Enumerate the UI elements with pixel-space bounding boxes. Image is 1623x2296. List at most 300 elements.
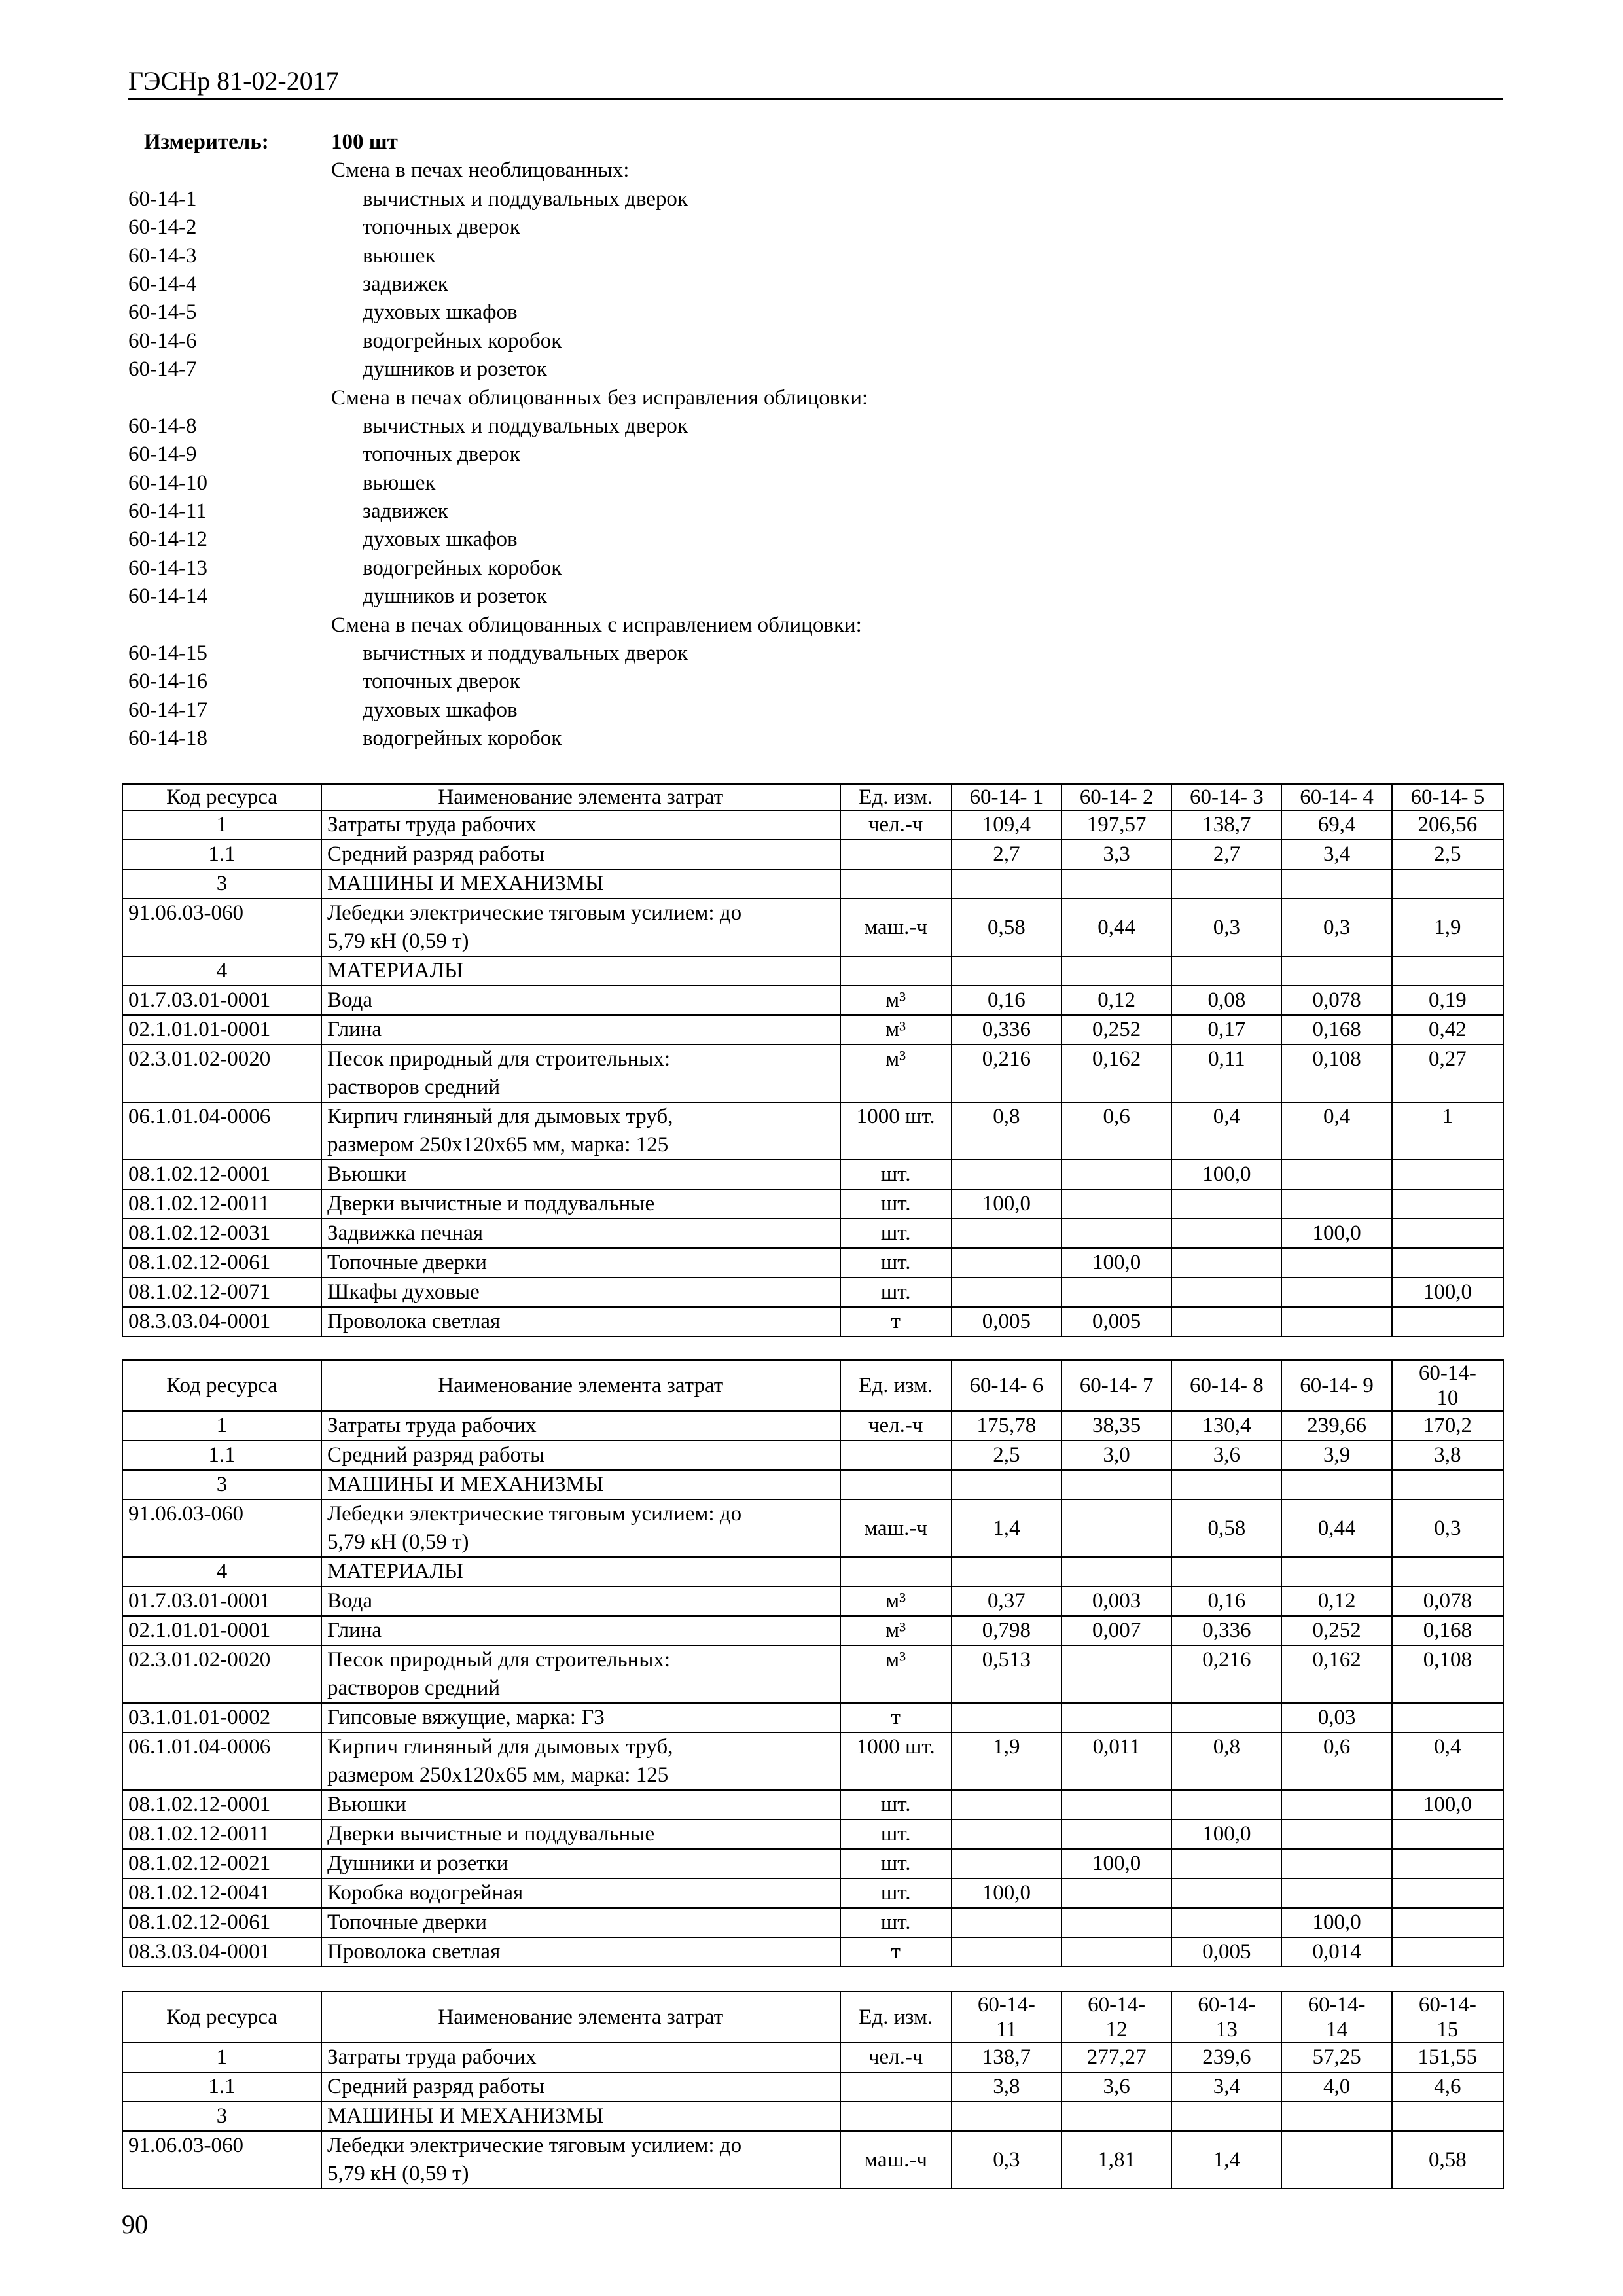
norm-value: 4,6: [1392, 2072, 1503, 2102]
norm-value: [952, 1160, 1061, 1189]
col-header-norm: [1392, 1992, 1503, 2043]
norm-value: 0,168: [1281, 1015, 1391, 1045]
resource-unit: 1000 шт.: [840, 1732, 952, 1790]
norm-value: 0,216: [952, 1045, 1061, 1102]
col-header-norm: [952, 784, 1061, 810]
work-item: [128, 242, 868, 270]
resource-code: 02.1.01.01-0001: [122, 1616, 321, 1645]
norm-value: 0,42: [1392, 1015, 1503, 1045]
measure-row: [128, 128, 868, 156]
resource-name: [321, 1557, 840, 1587]
norm-value: 0,108: [1281, 1045, 1391, 1102]
norm-value: 0,44: [1061, 899, 1171, 956]
norm-value: [1171, 2102, 1281, 2131]
norm-value: 0,8: [1171, 1732, 1281, 1790]
resource-unit: маш.-ч: [840, 899, 952, 956]
norm-value: [1171, 1470, 1281, 1499]
norm-value: [952, 1849, 1061, 1878]
resource-name: [321, 1908, 840, 1937]
resource-row: [122, 1645, 1503, 1703]
col-header-norm: [1392, 784, 1503, 810]
resource-row: [122, 1045, 1503, 1102]
resource-code: 08.1.02.12-0011: [122, 1820, 321, 1849]
col-header-norm: [1281, 1360, 1391, 1411]
norm-value: 0,336: [1171, 1616, 1281, 1645]
resource-unit: чел.-ч: [840, 1411, 952, 1441]
norm-value: 151,55: [1392, 2043, 1503, 2072]
norm-value: [1281, 1307, 1391, 1336]
resource-name-line: Душники и розетки: [327, 1852, 508, 1875]
norm-value: [952, 1248, 1061, 1278]
resource-name-line: Средний разряд работы: [327, 842, 545, 866]
resource-name-line: Коробка водогрейная: [327, 1881, 524, 1905]
col-header-line: 60-14- 7: [1079, 1374, 1154, 1397]
resource-name-line: Кирпич глиняный для дымовых труб,: [327, 1735, 673, 1759]
resource-group: [122, 2102, 1503, 2189]
norm-table-3: [122, 1991, 1504, 2189]
resource-row: [122, 1587, 1503, 1616]
resource-row: [122, 1102, 1503, 1160]
norm-value: 100,0: [1392, 1790, 1503, 1820]
norm-value: [1061, 1790, 1171, 1820]
norm-value: 0,6: [1061, 1102, 1171, 1160]
col-header-line: 60-14-: [1308, 1993, 1366, 2017]
resource-code: 02.3.01.02-0020: [122, 1045, 321, 1102]
resource-code: 1: [122, 2043, 321, 2072]
resource-code: 3: [122, 2102, 321, 2131]
norm-value: [1171, 1307, 1281, 1336]
section-title: Смена в печах облицованных с исправлением облицовки:: [331, 613, 862, 637]
norm-value: 0,014: [1281, 1937, 1391, 1967]
resource-name: [321, 1937, 840, 1967]
resource-unit: [840, 840, 952, 869]
norm-value: [952, 1278, 1061, 1307]
norm-value: 0,6: [1281, 1732, 1391, 1790]
norm-value: 0,162: [1281, 1645, 1391, 1703]
resource-name: [321, 956, 840, 986]
norm-value: 0,4: [1171, 1102, 1281, 1160]
col-header-line: 60-14- 8: [1189, 1374, 1264, 1397]
resource-unit: м³: [840, 1587, 952, 1616]
norm-value: [1061, 1160, 1171, 1189]
resource-code: 91.06.03-060: [122, 2131, 321, 2189]
norm-value: 0,3: [1281, 899, 1391, 956]
work-code: 60-14-10: [128, 471, 207, 495]
resource-name: [321, 1616, 840, 1645]
resource-name-line: Лебедки электрические тяговым усилием: до: [327, 901, 742, 925]
resource-name: [321, 869, 840, 899]
norm-value: 100,0: [1281, 1908, 1391, 1937]
norm-value: [1281, 1557, 1391, 1587]
norm-value: 0,007: [1061, 1616, 1171, 1645]
resource-name: [321, 1441, 840, 1470]
resource-group: [122, 2043, 1503, 2102]
resource-name-line: Затраты труда рабочих: [327, 813, 537, 836]
norm-value: 0,11: [1171, 1045, 1281, 1102]
resource-name: [321, 899, 840, 956]
norm-value: 2,7: [1171, 840, 1281, 869]
norm-value: 1,4: [1171, 2131, 1281, 2189]
resource-code: 01.7.03.01-0001: [122, 986, 321, 1015]
resource-row: [122, 1307, 1503, 1336]
work-name: духовых шкафов: [363, 300, 518, 325]
norm-value: 0,513: [952, 1645, 1061, 1703]
norm-value: [952, 956, 1061, 986]
section-spacer: [128, 156, 331, 185]
work-item: [128, 725, 868, 753]
resource-name-line: Вьюшки: [327, 1793, 406, 1816]
resource-row: [122, 1908, 1503, 1937]
norm-value: [1061, 1470, 1171, 1499]
norm-value: 0,58: [1171, 1499, 1281, 1557]
norm-value: 100,0: [1392, 1278, 1503, 1307]
norm-value: [1281, 2102, 1391, 2131]
work-item: [128, 497, 868, 526]
norm-value: 2,5: [952, 1441, 1061, 1470]
norm-value: 100,0: [1061, 1248, 1171, 1278]
resource-name-line: Кирпич глиняный для дымовых труб,: [327, 1105, 673, 1128]
norm-value: 0,3: [1392, 1499, 1503, 1557]
work-code: 60-14-9: [128, 442, 197, 467]
work-name: задвижек: [363, 499, 448, 524]
norm-value: [1281, 1248, 1391, 1278]
resource-row: [122, 1499, 1503, 1557]
resource-code: 08.1.02.12-0061: [122, 1908, 321, 1937]
resource-name-line: Проволока светлая: [327, 1310, 501, 1333]
norm-value: [1171, 1908, 1281, 1937]
work-item: [128, 469, 868, 497]
section-row: [128, 611, 868, 639]
col-header-norm: [1061, 1360, 1171, 1411]
resource-name-line: 5,79 кН (0,59 т): [327, 929, 469, 953]
resource-row: [122, 1189, 1503, 1219]
resource-code: 01.7.03.01-0001: [122, 1587, 321, 1616]
resource-name-line: Вода: [327, 1589, 373, 1613]
resource-name: [321, 2102, 840, 2131]
work-item: [128, 583, 868, 611]
norm-value: 0,37: [952, 1587, 1061, 1616]
norm-value: [1061, 1937, 1171, 1967]
work-item: [128, 440, 868, 469]
norm-value: [1171, 1189, 1281, 1219]
resource-unit: чел.-ч: [840, 2043, 952, 2072]
norm-value: [1281, 1189, 1391, 1219]
resource-name-line: размером 250х120х65 мм, марка: 125: [327, 1133, 669, 1157]
resource-unit: маш.-ч: [840, 2131, 952, 2189]
norm-value: [952, 1219, 1061, 1248]
norm-value: 3,6: [1061, 2072, 1171, 2102]
resource-name-line: Затраты труда рабочих: [327, 1414, 537, 1437]
resource-row: [122, 1411, 1503, 1441]
resource-code: 06.1.01.04-0006: [122, 1102, 321, 1160]
norm-value: [1171, 869, 1281, 899]
header-rule: [128, 98, 1503, 100]
resource-name-line: МАШИНЫ И МЕХАНИЗМЫ: [327, 872, 604, 895]
col-header-name: Наименование элемента затрат: [321, 1992, 840, 2043]
norm-value: [1171, 956, 1281, 986]
section-title: Смена в печах необлицованных:: [331, 158, 630, 183]
group-heading-row: [122, 2102, 1503, 2131]
col-header-unit: Ед. изм.: [840, 1360, 952, 1411]
norm-value: 239,66: [1281, 1411, 1391, 1441]
resource-row: [122, 2043, 1503, 2072]
resource-name-line: Гипсовые вяжущие, марка: Г3: [327, 1706, 605, 1729]
norm-value: [1392, 1820, 1503, 1849]
norm-value: 0,108: [1392, 1645, 1503, 1703]
norm-value: [1171, 1878, 1281, 1908]
resource-code: 4: [122, 956, 321, 986]
resource-name-line: Песок природный для строительных:: [327, 1648, 671, 1672]
norm-value: 3,0: [1061, 1441, 1171, 1470]
group-heading-row: [122, 956, 1503, 986]
resource-unit: [840, 2102, 952, 2131]
norm-value: 69,4: [1281, 810, 1391, 840]
resource-unit: шт.: [840, 1790, 952, 1820]
resource-name: [321, 1878, 840, 1908]
norm-value: [952, 2102, 1061, 2131]
norm-value: [1392, 869, 1503, 899]
work-name: духовых шкафов: [363, 698, 518, 722]
norm-value: [952, 1470, 1061, 1499]
norm-value: [1171, 1248, 1281, 1278]
norm-value: [1281, 869, 1391, 899]
resource-name: [321, 1732, 840, 1790]
norm-value: [1392, 1470, 1503, 1499]
resource-name-line: МАТЕРИАЛЫ: [327, 959, 463, 982]
resource-name-line: растворов средний: [327, 1075, 501, 1099]
resource-code: 08.1.02.12-0061: [122, 1248, 321, 1278]
resource-code: 1.1: [122, 840, 321, 869]
resource-row: [122, 1248, 1503, 1278]
col-header-line: 60-14-: [1088, 1993, 1146, 2017]
norm-value: 1: [1392, 1102, 1503, 1160]
norm-value: 0,162: [1061, 1045, 1171, 1102]
table-header-row: [122, 1992, 1503, 2043]
resource-name-line: Средний разряд работы: [327, 1443, 545, 1467]
resource-name: [321, 1045, 840, 1102]
resource-group: [122, 1557, 1503, 1967]
resource-name: [321, 1160, 840, 1189]
norm-value: [1392, 1878, 1503, 1908]
col-header-name: Наименование элемента затрат: [321, 1360, 840, 1411]
norm-value: [1281, 1160, 1391, 1189]
resource-code: 91.06.03-060: [122, 1499, 321, 1557]
resource-code: 08.1.02.12-0011: [122, 1189, 321, 1219]
work-item: [128, 213, 868, 242]
resource-name-line: МАШИНЫ И МЕХАНИЗМЫ: [327, 1473, 604, 1496]
work-item: [128, 327, 868, 355]
resource-name-line: Шкафы духовые: [327, 1280, 480, 1304]
work-name: вычистных и поддувальных дверок: [363, 187, 688, 211]
work-item: [128, 696, 868, 725]
table-header-row: [122, 784, 1503, 810]
resource-code: 08.1.02.12-0001: [122, 1790, 321, 1820]
resource-name-line: Задвижка печная: [327, 1221, 484, 1245]
norm-value: 2,5: [1392, 840, 1503, 869]
resource-code: 08.1.02.12-0031: [122, 1219, 321, 1248]
resource-row: [122, 810, 1503, 840]
norm-value: 0,3: [952, 2131, 1061, 2189]
resource-name: [321, 2043, 840, 2072]
norm-value: [952, 1790, 1061, 1820]
norm-value: [1392, 1219, 1503, 1248]
norm-value: 3,3: [1061, 840, 1171, 869]
norm-value: 0,4: [1281, 1102, 1391, 1160]
work-item: [128, 185, 868, 213]
col-header-line: 15: [1436, 2018, 1459, 2041]
resource-name: [321, 1248, 840, 1278]
col-header-norm: [1281, 1992, 1391, 2043]
norm-value: 3,4: [1171, 2072, 1281, 2102]
norm-value: 0,005: [1171, 1937, 1281, 1967]
norm-value: 206,56: [1392, 810, 1503, 840]
resource-row: [122, 1160, 1503, 1189]
norm-value: 138,7: [1171, 810, 1281, 840]
col-header-line: 60-14-: [977, 1993, 1035, 2017]
col-header-code: Код ресурса: [122, 1992, 321, 2043]
work-item: [128, 412, 868, 440]
resource-row: [122, 1732, 1503, 1790]
resource-group: [122, 1411, 1503, 1470]
resource-name-line: Лебедки электрические тяговым усилием: до: [327, 1502, 742, 1526]
table-header-row: [122, 1360, 1503, 1411]
resource-group: [122, 956, 1503, 1336]
norm-value: [1281, 1790, 1391, 1820]
norm-value: 197,57: [1061, 810, 1171, 840]
norm-value: 0,16: [1171, 1587, 1281, 1616]
resource-row: [122, 986, 1503, 1015]
resource-unit: м³: [840, 1645, 952, 1703]
resource-name: [321, 1307, 840, 1336]
norm-value: 0,08: [1171, 986, 1281, 1015]
resource-unit: [840, 869, 952, 899]
resource-code: 1: [122, 1411, 321, 1441]
resource-name: [321, 1587, 840, 1616]
norm-value: [1171, 1219, 1281, 1248]
work-code: 60-14-12: [128, 528, 207, 552]
work-code: 60-14-2: [128, 215, 197, 240]
resource-name-line: размером 250х120х65 мм, марка: 125: [327, 1763, 669, 1787]
norm-value: [1392, 2102, 1503, 2131]
section-spacer: [128, 384, 331, 412]
work-code: 60-14-6: [128, 329, 197, 353]
norm-value: 0,27: [1392, 1045, 1503, 1102]
norm-value: [1061, 869, 1171, 899]
work-name: водогрейных коробок: [363, 726, 562, 751]
resource-name: [321, 840, 840, 869]
norm-value: [1392, 1937, 1503, 1967]
norm-value: [1061, 1645, 1171, 1703]
resource-code: 08.1.02.12-0001: [122, 1160, 321, 1189]
norm-value: 175,78: [952, 1411, 1061, 1441]
resource-name-line: 5,79 кН (0,59 т): [327, 1530, 469, 1554]
resource-row: [122, 840, 1503, 869]
norm-value: [1061, 1703, 1171, 1732]
resource-code: 02.1.01.01-0001: [122, 1015, 321, 1045]
resource-name: [321, 1219, 840, 1248]
resource-unit: шт.: [840, 1820, 952, 1849]
norm-value: 1,9: [952, 1732, 1061, 1790]
norm-value: 0,17: [1171, 1015, 1281, 1045]
norm-value: 0,58: [1392, 2131, 1503, 2189]
col-header-line: 60-14- 1: [969, 785, 1044, 809]
norm-value: 3,9: [1281, 1441, 1391, 1470]
norm-value: [1281, 1878, 1391, 1908]
norm-value: 109,4: [952, 810, 1061, 840]
resource-code: 4: [122, 1557, 321, 1587]
page-number: 90: [122, 2210, 148, 2239]
resource-unit: 1000 шт.: [840, 1102, 952, 1160]
norm-value: [1392, 1908, 1503, 1937]
resource-unit: т: [840, 1937, 952, 1967]
resource-unit: шт.: [840, 1908, 952, 1937]
norm-value: [1392, 1557, 1503, 1587]
norm-value: [1392, 1189, 1503, 1219]
norm-value: [952, 1703, 1061, 1732]
work-name: душников и розеток: [363, 584, 547, 609]
resource-code: 1: [122, 810, 321, 840]
norm-value: [1392, 1703, 1503, 1732]
norm-value: 100,0: [952, 1189, 1061, 1219]
norm-value: 239,6: [1171, 2043, 1281, 2072]
resource-name: [321, 1790, 840, 1820]
norm-value: 0,8: [952, 1102, 1061, 1160]
resource-row: [122, 899, 1503, 956]
col-header-norm: [1171, 1992, 1281, 2043]
norm-value: [1061, 1219, 1171, 1248]
norm-value: 0,58: [952, 899, 1061, 956]
norm-value: [952, 1557, 1061, 1587]
col-header-norm: [1171, 784, 1281, 810]
norm-value: 0,252: [1281, 1616, 1391, 1645]
col-header-norm: [1171, 1360, 1281, 1411]
resource-name: [321, 2131, 840, 2189]
norm-value: [1281, 1278, 1391, 1307]
norm-value: 1,4: [952, 1499, 1061, 1557]
norm-value: [952, 1820, 1061, 1849]
resource-unit: шт.: [840, 1160, 952, 1189]
resource-name: [321, 1849, 840, 1878]
col-header-line: 60-14-: [1418, 1993, 1476, 2017]
norm-value: 3,4: [1281, 840, 1391, 869]
resource-code: 91.06.03-060: [122, 899, 321, 956]
col-header-line: 14: [1326, 2018, 1348, 2041]
work-item: [128, 554, 868, 583]
norm-value: 130,4: [1171, 1411, 1281, 1441]
resource-name: [321, 810, 840, 840]
resource-unit: м³: [840, 1045, 952, 1102]
resource-row: [122, 1015, 1503, 1045]
norm-value: 0,168: [1392, 1616, 1503, 1645]
resource-unit: шт.: [840, 1189, 952, 1219]
resource-name: [321, 1189, 840, 1219]
work-name: топочных дверок: [363, 442, 520, 467]
work-item: [128, 355, 868, 384]
norm-value: 38,35: [1061, 1411, 1171, 1441]
norm-value: [1061, 1557, 1171, 1587]
resource-unit: [840, 956, 952, 986]
resource-code: 02.3.01.02-0020: [122, 1645, 321, 1703]
resource-row: [122, 2072, 1503, 2102]
norm-value: 0,44: [1281, 1499, 1391, 1557]
norm-value: [1171, 1557, 1281, 1587]
work-code: 60-14-13: [128, 556, 207, 580]
resource-name: [321, 2072, 840, 2102]
norm-value: [952, 869, 1061, 899]
norm-table-2: [122, 1359, 1504, 1967]
norm-value: 0,3: [1171, 899, 1281, 956]
norm-value: 100,0: [1281, 1219, 1391, 1248]
